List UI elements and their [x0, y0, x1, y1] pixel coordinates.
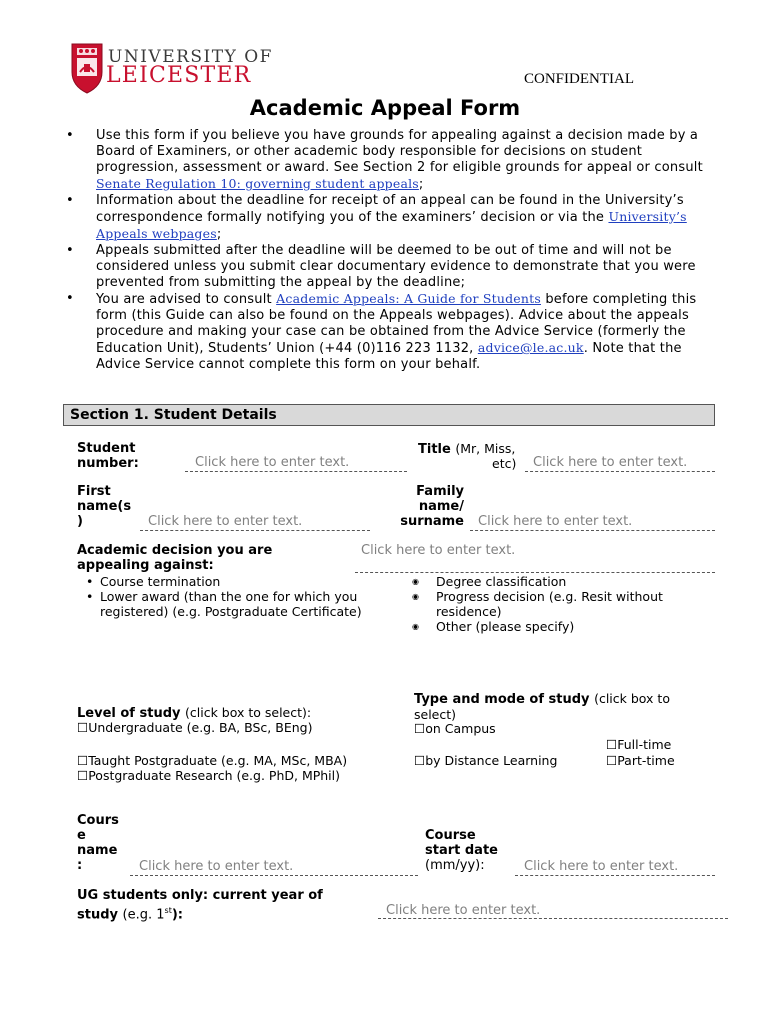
- field-underline: [515, 875, 715, 876]
- list-item: • Use this form if you believe you have grounds for appealing against a decision made by a Board of Examiners, or other academic body responsible for decisions on student progression, assessment or award. See Section 2 for eligible grounds for appeal or consult Senate Regulation 10: governing student appeals;: [66, 128, 716, 193]
- student-number-label: Student number:: [77, 441, 139, 471]
- postgraduate-research-checkbox[interactable]: ☐Postgraduate Research (e.g. PhD, MPhil): [77, 768, 341, 783]
- course-start-date-label: Course start date (mm/yy):: [425, 828, 498, 873]
- taught-postgraduate-checkbox[interactable]: ☐Taught Postgraduate (e.g. MA, MSc, MBA): [77, 753, 348, 768]
- confidential-label: CONFIDENTIAL: [524, 71, 634, 87]
- level-of-study-label: Level of study (click box to select):: [77, 705, 312, 721]
- title-hint: etc): [492, 456, 517, 471]
- list-item: • Appeals submitted after the deadline will be deemed to be out of time and will not be considered unless you submit clear documentary evidence to demonstrate that you were prevented from submitting the appeal by the deadline;: [66, 243, 716, 291]
- ug-year-label: UG students only: current year of study (e.g. 1st):: [77, 888, 323, 923]
- undergraduate-checkbox[interactable]: ☐Undergraduate (e.g. BA, BSc, BEng): [77, 720, 313, 735]
- course-name-field[interactable]: Click here to enter text.: [139, 859, 294, 874]
- distance-learning-checkbox[interactable]: ☐by Distance Learning: [414, 753, 558, 768]
- decision-options-left: [78, 574, 403, 619]
- list-item: ◉ Progress decision (e.g. Resit without residence): [414, 589, 704, 619]
- course-name-label: Cours e name :: [77, 813, 119, 873]
- list-item: ◉ Degree classification: [414, 574, 704, 589]
- university-name: LEICESTER: [106, 63, 252, 88]
- family-name-field[interactable]: Click here to enter text.: [478, 514, 633, 529]
- family-name-label: Family name/ surname: [400, 484, 464, 529]
- list-item: • Lower award (than the one for which you registered) (e.g. Postgraduate Certificate): [78, 589, 403, 619]
- student-number-field[interactable]: Click here to enter text.: [195, 455, 350, 470]
- list-item: ◉ Other (please specify): [414, 619, 704, 634]
- list-item: • You are advised to consult Academic Appeals: A Guide for Students before completing this form (this Guide can also be found on the Appeals webpages). Advice about the appeals procedure and making your case can be obtained from the Advice Service (formerly the Education Unit), Students’ Union (+44 (0)116 223 1132, advice@le.ac.uk. Note that the Advice Service cannot complete this form on your behalf.: [66, 291, 716, 373]
- list-item: • Course termination: [78, 574, 403, 589]
- advice-email-link[interactable]: advice@le.ac.uk: [477, 340, 584, 355]
- university-name-top: UNIVERSITY OF: [108, 47, 273, 67]
- field-underline: [130, 875, 418, 876]
- appeals-guide-link[interactable]: Academic Appeals: A Guide for Students: [276, 291, 541, 306]
- title-label: Title (Mr, Miss,: [418, 441, 516, 457]
- type-of-study-label: Type and mode of study (click box to select): [414, 691, 670, 722]
- appeals-webpages-link[interactable]: University’s Appeals webpages: [96, 209, 687, 241]
- academic-decision-field[interactable]: Click here to enter text.: [361, 543, 516, 558]
- on-campus-checkbox[interactable]: ☐on Campus: [414, 721, 496, 736]
- list-item: • Information about the deadline for receipt of an appeal can be found in the University’s correspondence formally notifying you of the examiners’ decision or via the University’s Appeals webpages;: [66, 193, 716, 243]
- field-underline: [525, 471, 715, 472]
- field-underline: [185, 471, 407, 472]
- field-underline: [470, 530, 715, 531]
- academic-decision-label: Academic decision you are appealing against:: [77, 543, 273, 573]
- page-title: Academic Appeal Form: [249, 96, 521, 120]
- senate-regulation-link[interactable]: Senate Regulation 10: governing student appeals: [96, 176, 419, 191]
- first-name-field[interactable]: Click here to enter text.: [148, 514, 303, 529]
- field-underline: [140, 530, 370, 531]
- guidance-list: [66, 128, 716, 373]
- decision-options-right: [414, 574, 704, 634]
- ug-year-field[interactable]: Click here to enter text.: [386, 903, 541, 918]
- part-time-checkbox[interactable]: ☐Part-time: [606, 753, 675, 768]
- course-start-date-field[interactable]: Click here to enter text.: [524, 859, 679, 874]
- field-underline: [378, 918, 728, 919]
- title-field[interactable]: Click here to enter text.: [533, 455, 688, 470]
- field-underline: [355, 572, 715, 573]
- section-header: Section 1. Student Details: [63, 404, 715, 426]
- first-name-label: First name(s ): [77, 484, 132, 529]
- full-time-checkbox[interactable]: ☐Full-time: [606, 737, 672, 752]
